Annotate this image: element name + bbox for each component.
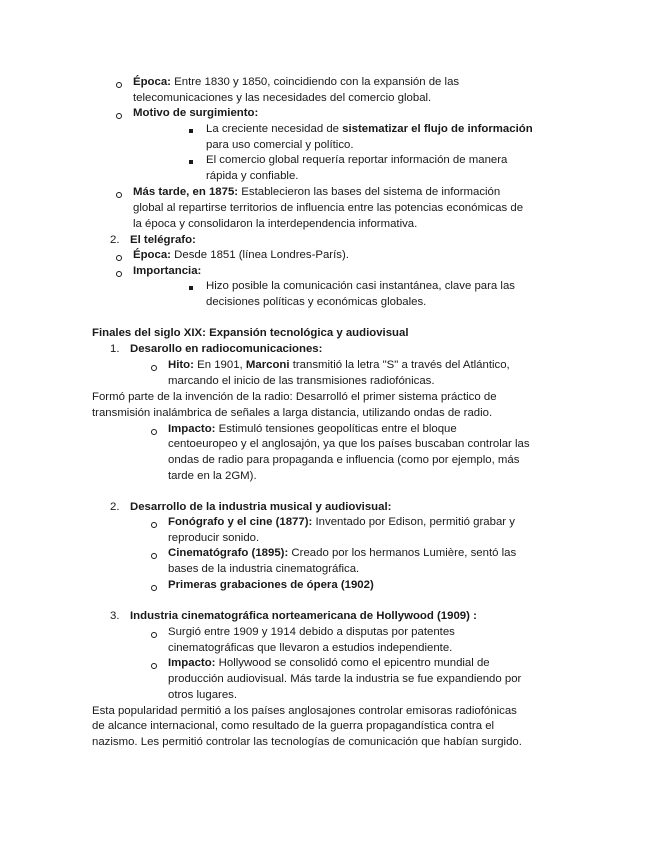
impacto-item (168, 422, 457, 438)
formo-paragraph-2: transmisión inalámbrica de señales a larga distancia, utilizando ondas de radio. (92, 407, 493, 419)
telegrafo-importancia-bullet: Hizo posible la comunicación casi instantánea, clave para las (206, 280, 515, 292)
hito-marconi: Marconi (245, 359, 290, 371)
motivo-b1-text: La creciente necesidad de (206, 123, 343, 135)
telegrafo-epoca-label: Época: (133, 249, 171, 261)
bullet-circle-icon (151, 585, 157, 591)
cinematografo-item (168, 546, 516, 562)
surgio-item-cont: cinematográficas que llevaron a estudios independiente. (168, 642, 453, 654)
tarde-text-2: global al repartirse territorios de influencia entre las potencias económicas de (133, 202, 524, 214)
cinematografo-text: Creado por los hermanos Lumière, sentó las (288, 547, 517, 559)
impacto-hollywood-text-3: otros lugares. (168, 689, 238, 701)
telegrafo-number: 2. (110, 234, 120, 246)
tarde-text: Establecieron las bases del sistema de información (238, 186, 501, 198)
bullet-circle-icon (151, 553, 157, 559)
cinematografo-label: Cinematógrafo (1895): (168, 547, 289, 559)
bullet-square-icon (189, 160, 193, 164)
final-paragraph-1: Esta popularidad permitió a los países anglosajones controlar emisoras radiofónicas (92, 705, 517, 717)
epoca-item (133, 75, 459, 91)
fonografo-item (168, 515, 515, 531)
epoca-label: Época: (133, 76, 171, 88)
cinematografo-text-cont: bases de la industria cinematográfica. (168, 563, 360, 575)
epoca-text: Entre 1830 y 1850, coincidiendo con la expansión de las (170, 76, 460, 88)
impacto-text: Estimuló tensiones geopolíticas entre el bloque (215, 423, 457, 435)
motivo-b1-bold: sistematizar el flujo de información (342, 123, 533, 135)
motivo-bullet-1 (206, 122, 533, 138)
telegrafo-epoca-text: Desde 1851 (línea Londres-París). (170, 249, 349, 261)
bullet-circle-icon (151, 429, 157, 435)
surgio-item: Surgió entre 1909 y 1914 debido a disputas por patentes (168, 626, 455, 638)
item-3-number: 3. (110, 610, 120, 622)
telegrafo-epoca (133, 248, 349, 264)
bullet-square-icon (189, 286, 193, 290)
bullet-circle-icon (116, 192, 122, 198)
impacto-hollywood-text: Hollywood se consolidó como el epicentro mundial de (215, 657, 490, 669)
motivo-b1-cont: para uso comercial y político. (206, 139, 354, 151)
item-1-heading: Desarollo en radiocomunicaciones: (130, 343, 323, 355)
telegrafo-importancia-label: Importancia: (133, 265, 202, 277)
tarde-label: Más tarde, en 1875: (133, 186, 239, 198)
bullet-circle-icon (116, 271, 122, 277)
item-1-number: 1. (110, 343, 120, 355)
hito-label: Hito: (168, 359, 194, 371)
bullet-circle-icon (116, 113, 122, 119)
impacto-text-2: centoeuropeo y el anglosajón, ya que los países buscaban controlar las (168, 438, 530, 450)
impacto-hollywood-label: Impacto: (168, 657, 216, 669)
bullet-circle-icon (151, 365, 157, 371)
bullet-circle-icon (116, 82, 122, 88)
tarde-item (133, 185, 500, 201)
fonografo-text-cont: reproducir sonido. (168, 532, 260, 544)
telegrafo-heading: El telégrafo: (130, 234, 196, 246)
motivo-bullet-2: El comercio global requería reportar información de manera (206, 154, 508, 166)
motivo-b2-cont: rápida y confiable. (206, 170, 299, 182)
item-2-number: 2. (110, 501, 120, 513)
impacto-label: Impacto: (168, 423, 216, 435)
bullet-circle-icon (116, 255, 122, 261)
telegrafo-importancia-cont: decisiones políticas y económicas globales. (206, 296, 427, 308)
final-paragraph-2: de alcance internacional, como resultado de la guerra propagandística contra el (92, 720, 495, 732)
tarde-text-3: la época y consolidaron la interdependencia informativa. (133, 218, 418, 230)
opera-item: Primeras grabaciones de ópera (1902) (168, 579, 374, 591)
hito-text: transmitió la letra "S" a través del Atlántico, (289, 359, 510, 371)
bullet-circle-icon (151, 632, 157, 638)
impacto-hollywood-item (168, 656, 490, 672)
hito-text-cont: marcando el inicio de las transmisiones radiofónicas. (168, 375, 435, 387)
fonografo-text: Inventado por Edison, permitió grabar y (312, 516, 515, 528)
final-paragraph-3: nazismo. Les permitió controlar las tecnologías de comunicación que habían surgido. (92, 736, 522, 748)
formo-paragraph-1: Formó parte de la invención de la radio: Desarrolló el primer sistema práctico de (92, 391, 497, 403)
impacto-hollywood-text-2: producción audiovisual. Más tarde la industria se fue expandiendo por (168, 673, 522, 685)
motivo-label: Motivo de surgimiento: (133, 107, 259, 119)
bullet-circle-icon (151, 663, 157, 669)
bullet-circle-icon (151, 522, 157, 528)
item-2-heading: Desarrollo de la industria musical y audiovisual: (130, 501, 392, 513)
section-heading: Finales del siglo XIX: Expansión tecnológica y audiovisual (92, 327, 409, 339)
item-3-heading: Industria cinematográfica norteamericana de Hollywood (1909) : (130, 610, 477, 622)
hito-pre: En 1901, (193, 359, 246, 371)
epoca-text-cont: telecomunicaciones y las necesidades del comercio global. (133, 92, 432, 104)
fonografo-label: Fonógrafo y el cine (1877): (168, 516, 313, 528)
impacto-text-4: tarde en la 2GM). (168, 470, 257, 482)
hito-item (168, 358, 510, 374)
impacto-text-3: ondas de radio para propaganda e influencia (como por ejemplo, más (168, 454, 520, 466)
bullet-square-icon (189, 129, 193, 133)
